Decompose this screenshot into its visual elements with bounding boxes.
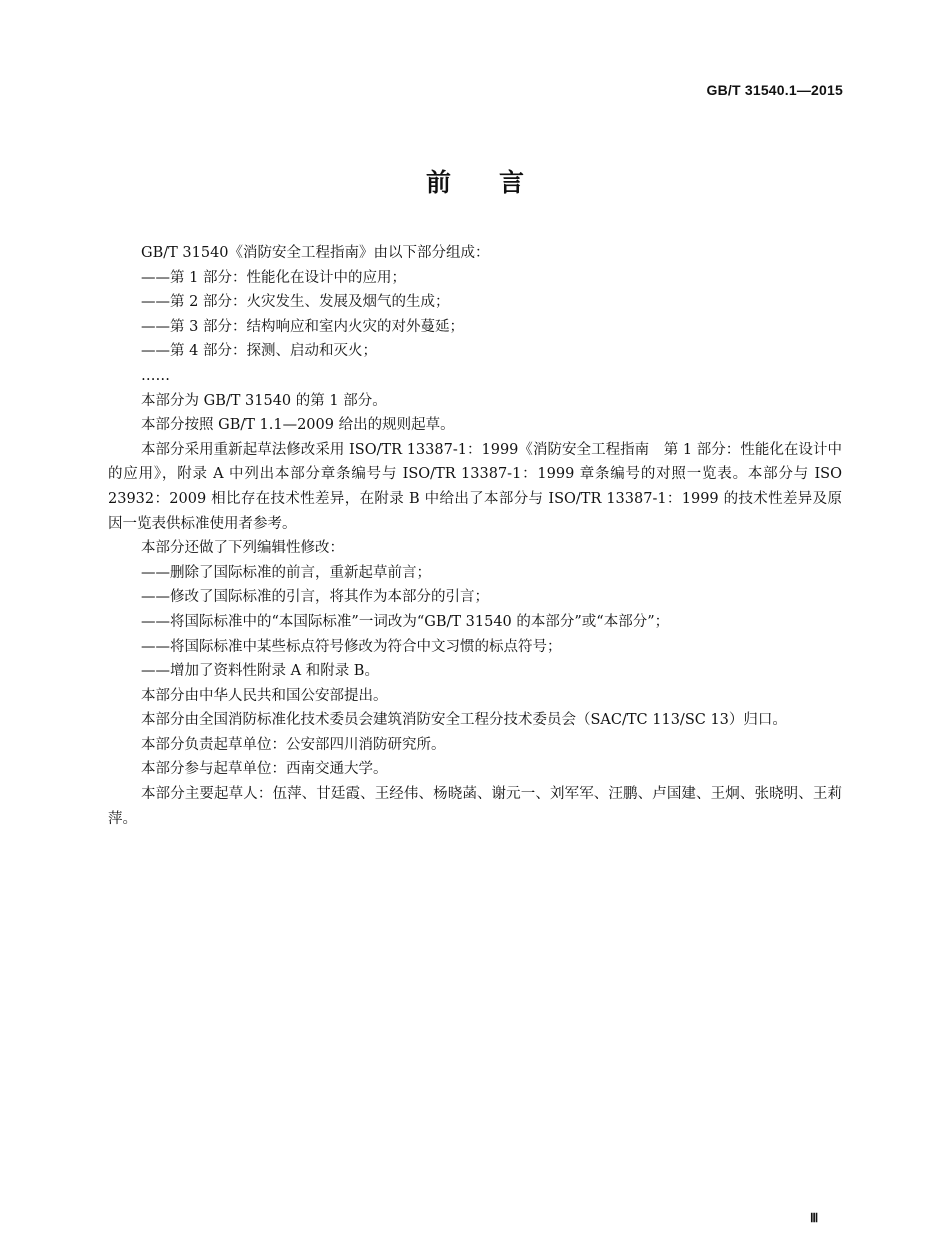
list-item: ——删除了国际标准的前言，重新起草前言； [141,564,431,581]
list-item: ——增加了资料性附录 A 和附录 B。 [141,663,379,680]
document-body [108,241,842,831]
standard-number: GB/T 31540.1—2015 [706,82,843,98]
list-item: ——将国际标准中某些标点符号修改为符合中文习惯的标点符号； [141,638,562,655]
list-item: ——第 1 部分：性能化在设计中的应用； [141,269,406,286]
paragraph: 本部分主要起草人：伍萍、甘廷霞、王经伟、杨晓菡、谢元一、刘军军、汪鹏、卢国建、王炯、张晓明、王莉萍。 [108,786,842,827]
list-item: ——修改了国际标准的引言，将其作为本部分的引言； [141,589,489,606]
paragraph: GB/T 31540《消防安全工程指南》由以下部分组成： [141,245,490,261]
paragraph: 本部分为 GB/T 31540 的第 1 部分。 [141,392,387,409]
paragraph: 本部分采用重新起草法修改采用 ISO/TR 13387-1：1999《消防安全工程指南 第 1 部分：性能化在设计中的应用》，附录 A 中列出本部分章条编号与 ISO/TR 13387-1：1999 章条编号的对照一览表。本部分与 ISO 23932：2009 相比存在技术性差异，在附录 B 中给出了本部分与 ISO/TR 13387-1：1999 的技术性差异及原因一览表供标准使用者参考。 [108,441,842,532]
list-item: ——第 2 部分：火灾发生、发展及烟气的生成； [141,294,450,311]
paragraph: 本部分还做了下列编辑性修改： [141,540,344,557]
list-item: ——第 4 部分：探测、启动和灭火； [141,343,377,360]
list-item: …… [141,367,170,384]
page-title: 前言 [425,168,572,197]
paragraph: 本部分负责起草单位：公安部四川消防研究所。 [141,736,446,753]
page-number: Ⅲ [810,1211,819,1225]
paragraph: 本部分按照 GB/T 1.1—2009 给出的规则起草。 [141,417,455,434]
list-item: ——第 3 部分：结构响应和室内火灾的对外蔓延； [141,318,464,335]
paragraph: 本部分参与起草单位：西南交通大学。 [141,761,388,778]
paragraph: 本部分由全国消防标准化技术委员会建筑消防安全工程分技术委员会（SAC/TC 113/SC 13）归口。 [141,712,787,729]
paragraph: 本部分由中华人民共和国公安部提出。 [141,687,388,704]
list-item: ——将国际标准中的“本国际标准”一词改为“GB/T 31540 的本部分”或“本部分”； [141,613,670,630]
